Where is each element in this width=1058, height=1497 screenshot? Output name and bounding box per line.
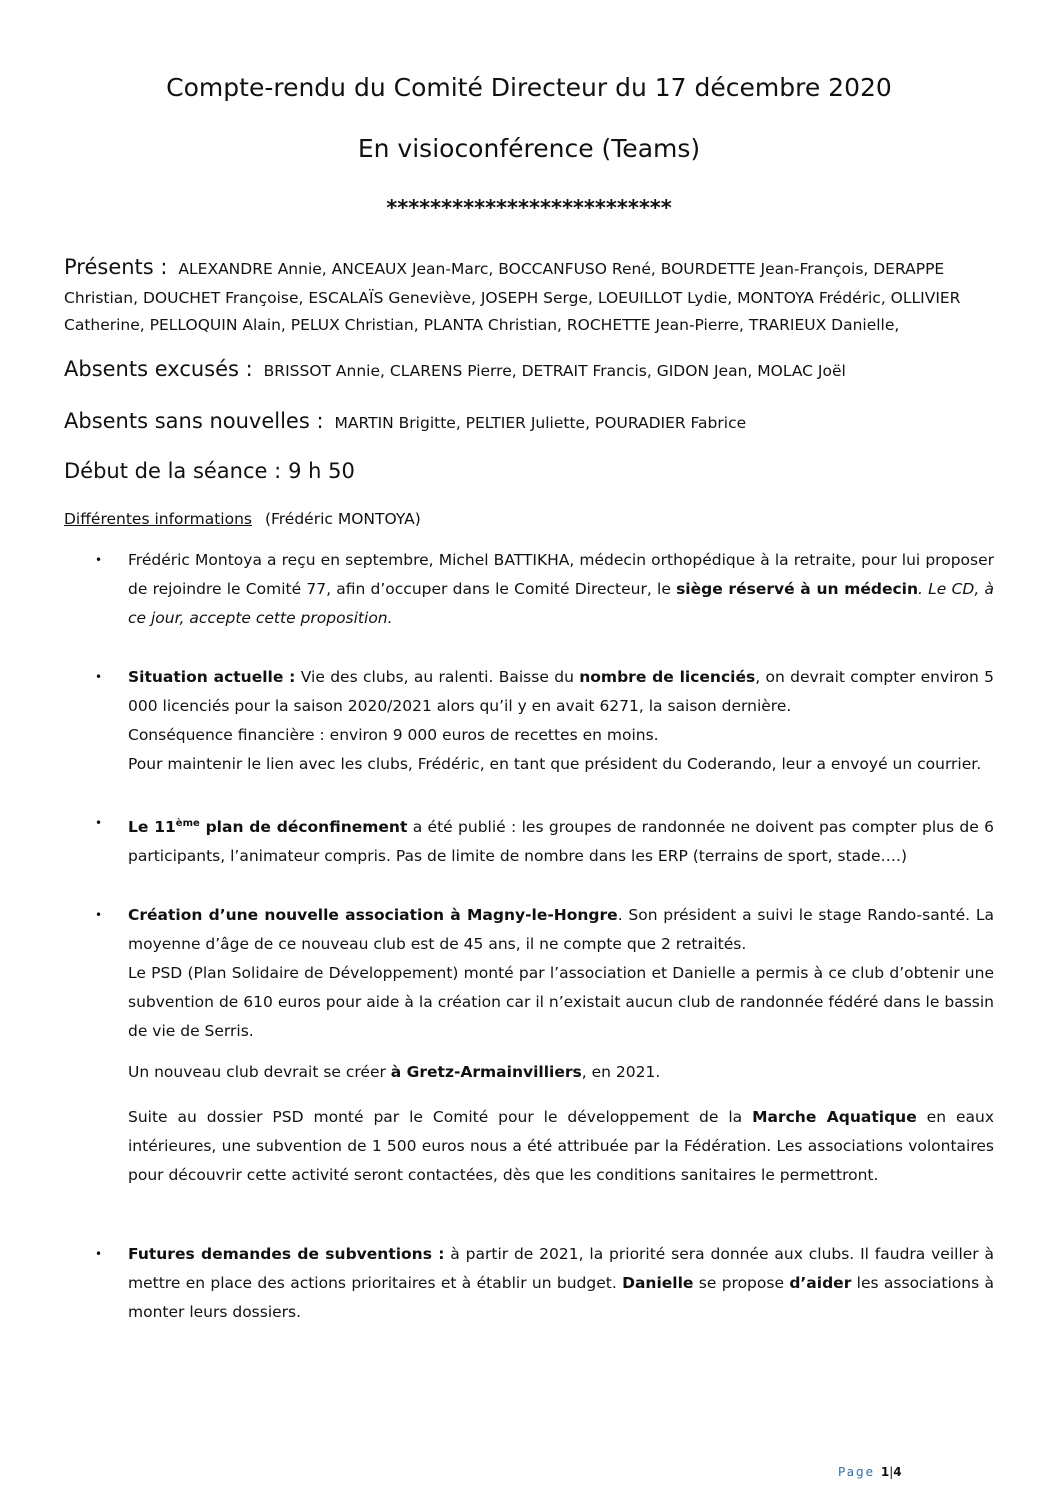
text: Le PSD (Plan Solidaire de Développement) monté par l’association et Danielle a permis à ce club d’obtenir une subvention de 610 euros pour aide à la création car il n’existait aucun club de randonnée fédéré dans le bassin de vie de Serris.: [128, 964, 994, 1041]
list-item-subventions: [64, 1240, 994, 1327]
no-news-line: [64, 408, 994, 437]
no-news-label: Absents sans nouvelles :: [64, 409, 324, 433]
page-footer: [838, 1465, 902, 1479]
emphasis: Situation actuelle :: [128, 668, 296, 686]
emphasis: Danielle: [622, 1274, 694, 1293]
no-news-names: MARTIN Brigitte, PELTIER Juliette, POURADIER Fabrice: [334, 414, 747, 432]
start-label: Début de la séance :: [64, 459, 282, 483]
emphasis: d’aider: [789, 1274, 852, 1293]
present-line-2: Christian, DOUCHET Françoise, ESCALAÏS Geneviève, JOSEPH Serge, LOEUILLOT Lydie, MONTOYA Frédéric, OLLIVIER: [64, 289, 961, 307]
section-title: Différentes informations: [64, 510, 252, 528]
page-title: Compte-rendu du Comité Directeur du 17 décembre 2020: [166, 73, 892, 102]
info-list: [64, 546, 994, 1327]
list-item-deconfinement: [64, 809, 994, 871]
bullet: •: [95, 816, 103, 830]
bullet: •: [95, 553, 103, 567]
bullet: •: [95, 1247, 103, 1262]
page-separator: |: [889, 1465, 894, 1479]
present-line-1: [64, 254, 994, 283]
page-subtitle: En visioconférence (Teams): [357, 134, 701, 163]
text: Frédéric Montoya a reçu en septembre, Michel BATTIKHA, médecin orthopédique à la retraite, pour lui proposer de rejoindre le Comité 77, afin d’occuper dans le Comité Directeur, le: [128, 551, 994, 598]
separator-stars: **************************: [386, 196, 672, 220]
excused-label: Absents excusés :: [64, 357, 253, 381]
superscript: ème: [175, 818, 200, 829]
emphasis: à Gretz-Armainvilliers: [390, 1063, 582, 1082]
paragraph: [128, 1103, 994, 1190]
text: Vie des clubs, au ralenti. Baisse du: [295, 668, 580, 686]
emphasis: Création d’une nouvelle association à Magny-le-Hongre: [128, 906, 618, 925]
present-label: Présents :: [64, 255, 168, 279]
text: Un nouveau club devrait se créer: [128, 1063, 391, 1082]
text: , on devrait compter environ 5 000 licenciés pour la saison 2020/2021 alors qu’il y en avait 6271, la saison dernière.: [128, 668, 994, 715]
section-author: (Frédéric MONTOYA): [264, 510, 421, 528]
emphasis: Le 11: [128, 818, 176, 837]
section-heading: [64, 510, 421, 528]
page-word: Page: [838, 1465, 876, 1479]
text: les associations à monter leurs dossiers.: [128, 1274, 994, 1322]
emphasis: nombre de licenciés: [579, 668, 756, 686]
text: à partir de 2021, la priorité sera donnée aux clubs. Il faudra veiller à mettre en place des actions prioritaires et à établir un budget.: [128, 1245, 995, 1293]
bullet: •: [95, 670, 103, 684]
text: Conséquence financière : environ 9 000 euros de recettes en moins.: [128, 726, 659, 744]
text: se propose: [693, 1274, 790, 1293]
excused-names: BRISSOT Annie, CLARENS Pierre, DETRAIT Francis, GIDON Jean, MOLAC Joël: [263, 362, 846, 380]
paragraph: [128, 1058, 994, 1087]
present-names-1: ALEXANDRE Annie, ANCEAUX Jean-Marc, BOCCANFUSO René, BOURDETTE Jean-François, DERAPPE: [178, 260, 945, 278]
text: . Son président a suivi le stage Rando-santé. La moyenne d’âge de ce nouveau club est de 45 ans, il ne compte que 2 retraités.: [128, 906, 994, 954]
present-line-3: Catherine, PELLOQUIN Alain, PELUX Christian, PLANTA Christian, ROCHETTE Jean-Pierre, TRARIEUX Danielle,: [64, 316, 900, 334]
list-item-medecin: [64, 546, 994, 633]
text: Pour maintenir le lien avec les clubs, Frédéric, en tant que président du Coderando, leur a envoyé un courrier.: [128, 755, 982, 773]
start-line: [64, 458, 994, 487]
emphasis: siège réservé à un médecin: [676, 580, 919, 598]
text: Suite au dossier PSD monté par le Comité pour le développement de la: [128, 1108, 753, 1127]
page-total: 4: [893, 1465, 902, 1479]
emphasis: Futures demandes de subventions :: [128, 1245, 445, 1264]
start-time: 9 h 50: [288, 459, 355, 483]
emphasis: Marche Aquatique: [752, 1108, 917, 1127]
bullet: •: [95, 908, 103, 923]
excused-line: [64, 356, 994, 385]
text: . Le CD, à ce jour, accepte cette proposition.: [128, 580, 994, 627]
emphasis: plan de déconfinement: [199, 818, 408, 837]
text: , en 2021.: [581, 1063, 661, 1082]
list-item-creation: [64, 901, 994, 1190]
list-item-situation: [64, 663, 994, 779]
text: en eaux intérieures, une subvention de 1 500 euros nous a été attribuée par la Fédération. Les associations volontaires pour découvrir cette activité seront contactées, dès que les conditions sanitaires le permettront.: [128, 1108, 995, 1185]
text: a été publié : les groupes de randonnée ne doivent pas compter plus de 6 participants, l’animateur compris. Pas de limite de nombre dans les ERP (terrains de sport, stade….): [128, 818, 994, 866]
page-number: 1: [880, 1465, 890, 1479]
